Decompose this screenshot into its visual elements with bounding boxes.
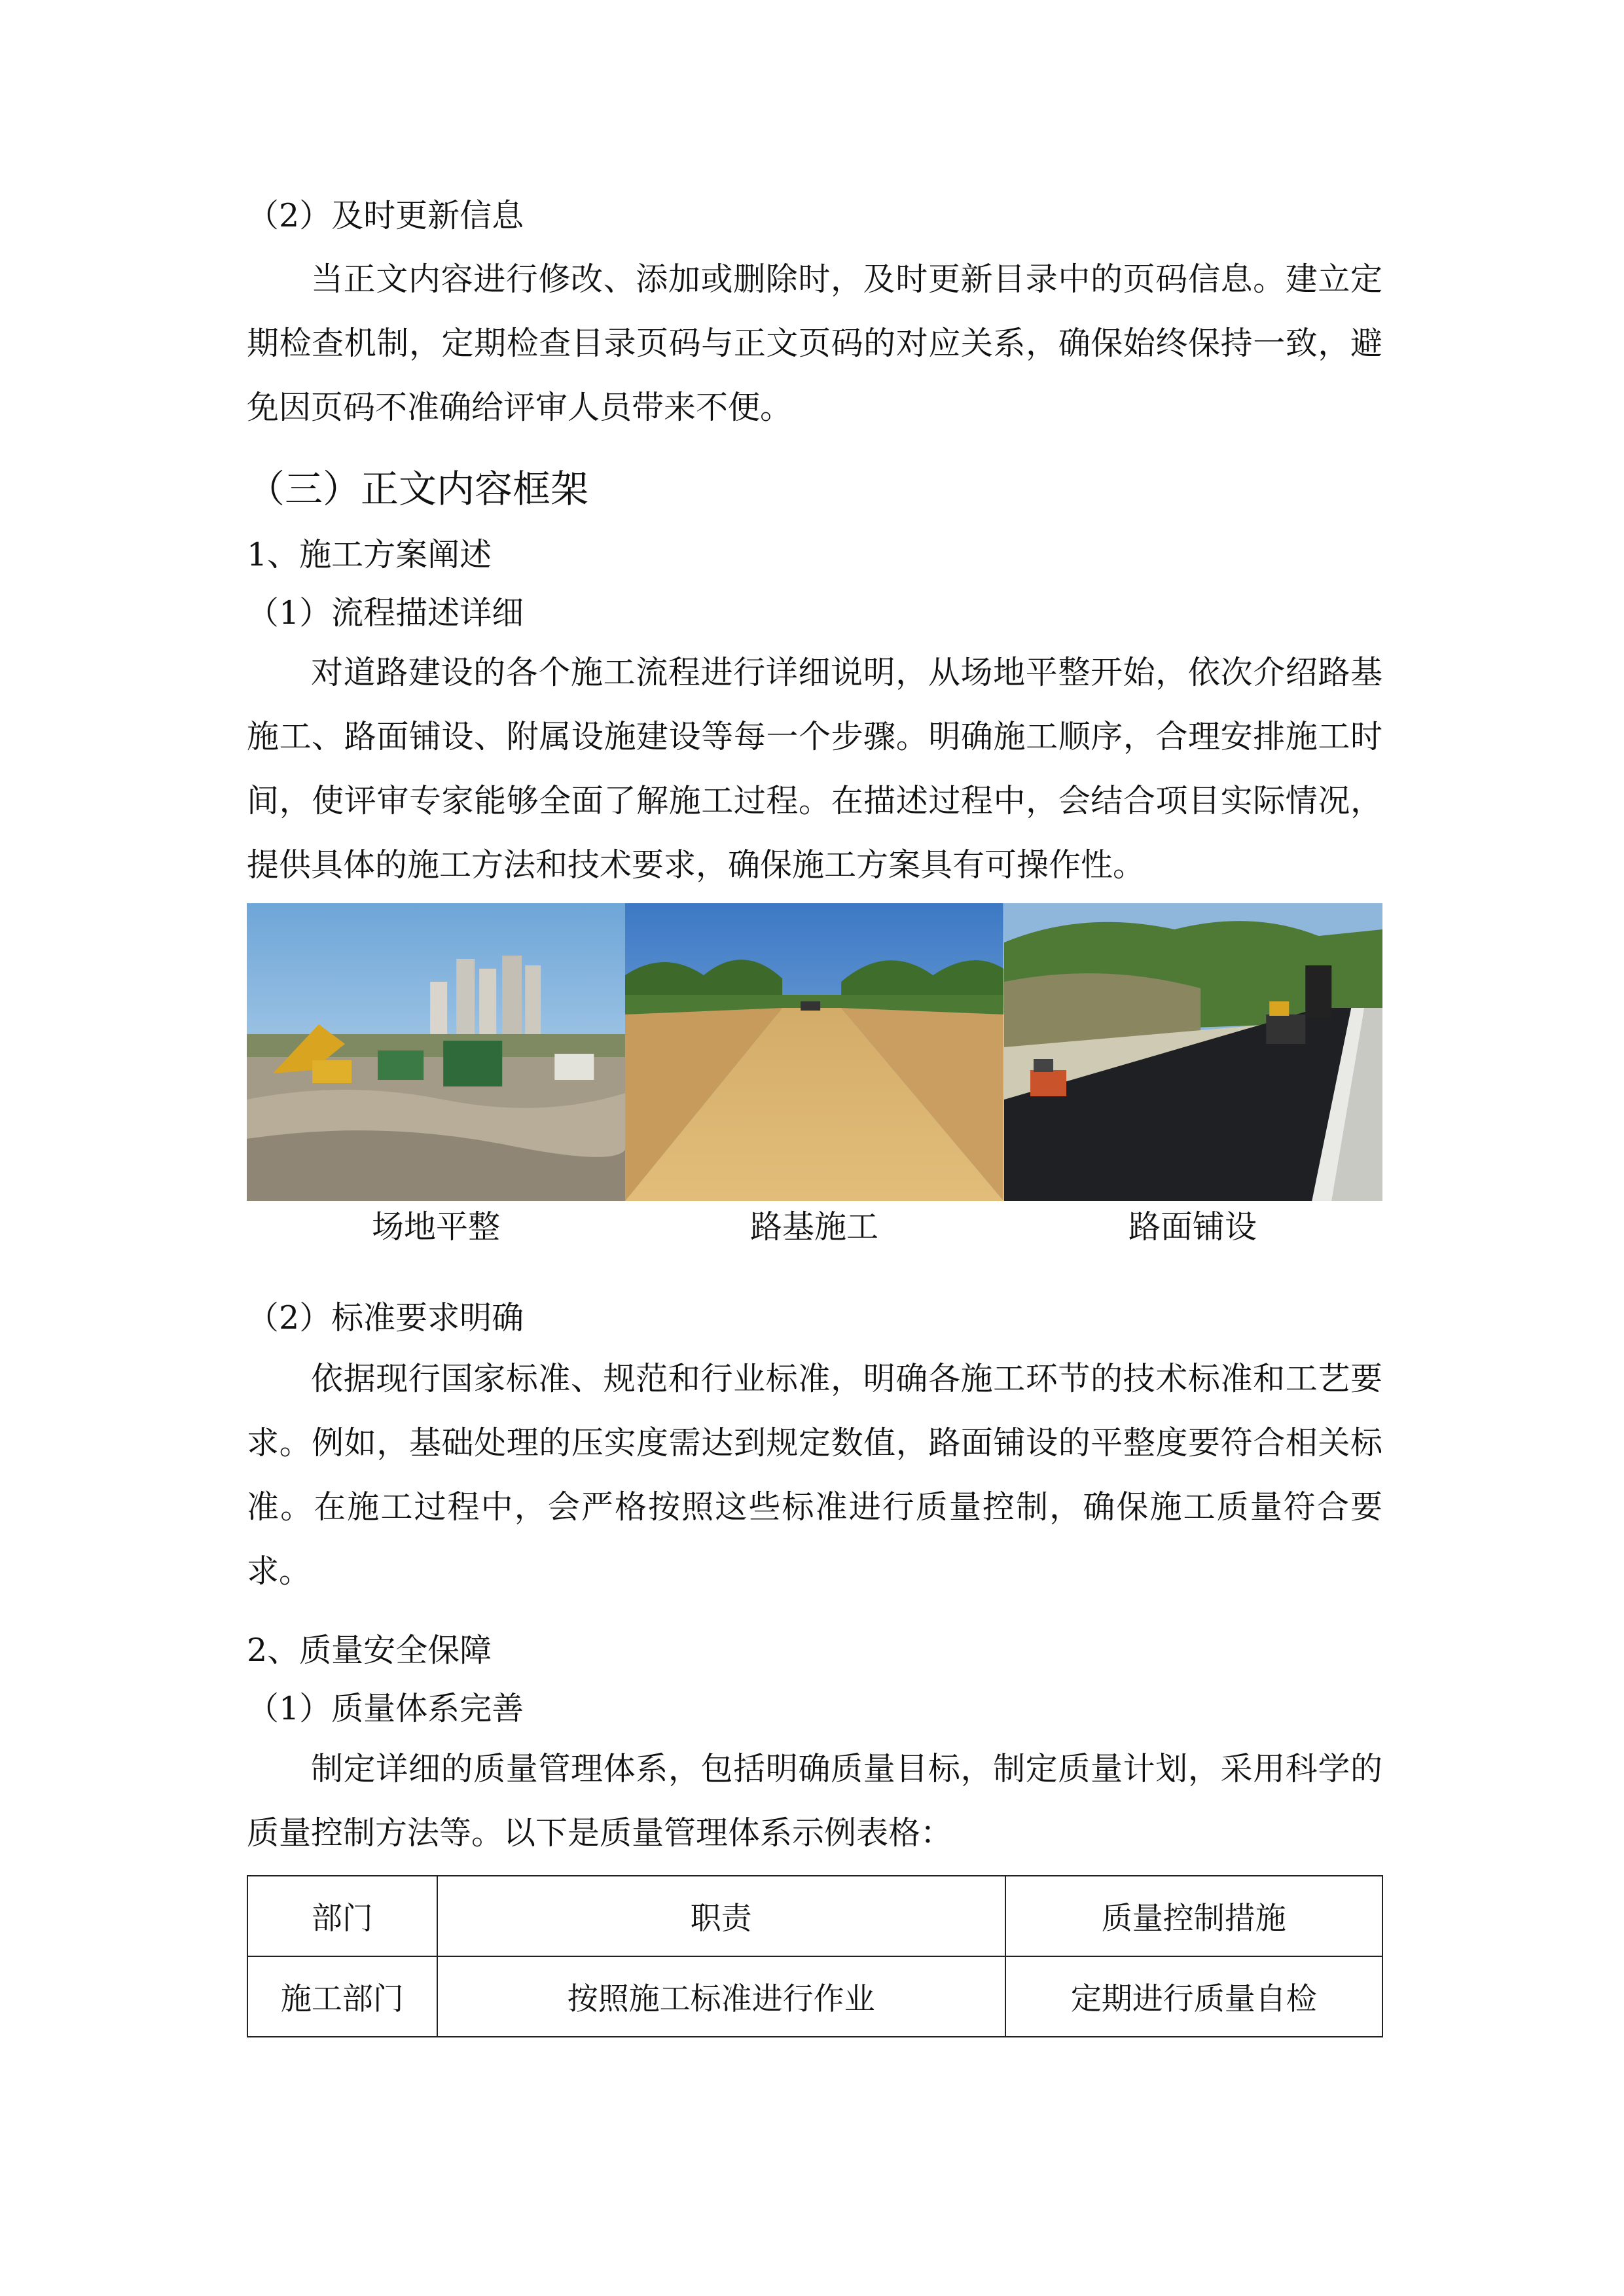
photo-caption-3: 路面铺设: [1128, 1208, 1257, 1246]
table-header-cell: 质量控制措施: [1005, 1876, 1382, 1956]
standard-heading: （2）标准要求明确: [247, 1299, 524, 1336]
table-header-cell: 职责: [437, 1876, 1005, 1956]
site-leveling-photo: [247, 903, 625, 1201]
table-cell: 按照施工标准进行作业: [437, 1956, 1005, 2037]
table-row: [247, 1956, 1382, 2037]
construction-photos: [247, 903, 1382, 1201]
quality-system-table: [247, 1875, 1383, 2037]
table-header-cell: 部门: [247, 1876, 437, 1956]
system-heading: （1）质量体系完善: [247, 1690, 524, 1727]
roadbed-photo: [625, 903, 1003, 1201]
framework-heading: （三）正文内容框架: [247, 467, 589, 511]
table-cell: 施工部门: [247, 1956, 437, 2037]
quality-heading: 2、质量安全保障: [247, 1632, 492, 1669]
update-heading: （2）及时更新信息: [247, 197, 524, 234]
photo-caption-2: 路基施工: [749, 1208, 878, 1246]
process-body: 对道路建设的各个施工流程进行详细说明，从场地平整开始，依次介绍路基施工、路面铺设、附属设施建设等每一个步骤。明确施工顺序，合理安排施工时间，使评审专家能够全面了解施工过程。在描述过程中，会结合项目实际情况，提供具体的施工方法和技术要求，确保施工方案具有可操作性。: [247, 654, 1382, 884]
pavement-photo: [1004, 903, 1382, 1201]
photo-caption-1: 场地平整: [371, 1208, 500, 1246]
table-header-row: [247, 1876, 1382, 1956]
update-body: 当正文内容进行修改、添加或删除时，及时更新目录中的页码信息。建立定期检查机制，定期检查目录页码与正文页码的对应关系，确保始终保持一致，避免因页码不准确给评审人员带来不便。: [247, 260, 1382, 426]
table-cell: 定期进行质量自检: [1005, 1956, 1382, 2037]
system-body: 制定详细的质量管理体系，包括明确质量目标，制定质量计划，采用科学的质量控制方法等。以下是质量管理体系示例表格：: [247, 1750, 1382, 1852]
process-heading: （1）流程描述详细: [247, 594, 524, 632]
construction-heading: 1、施工方案阐述: [247, 536, 492, 573]
standard-body: 依据现行国家标准、规范和行业标准，明确各施工环节的技术标准和工艺要求。例如，基础处理的压实度需达到规定数值，路面铺设的平整度要符合相关标准。在施工过程中，会严格按照这些标准进行质量控制，确保施工质量符合要求。: [247, 1360, 1382, 1590]
